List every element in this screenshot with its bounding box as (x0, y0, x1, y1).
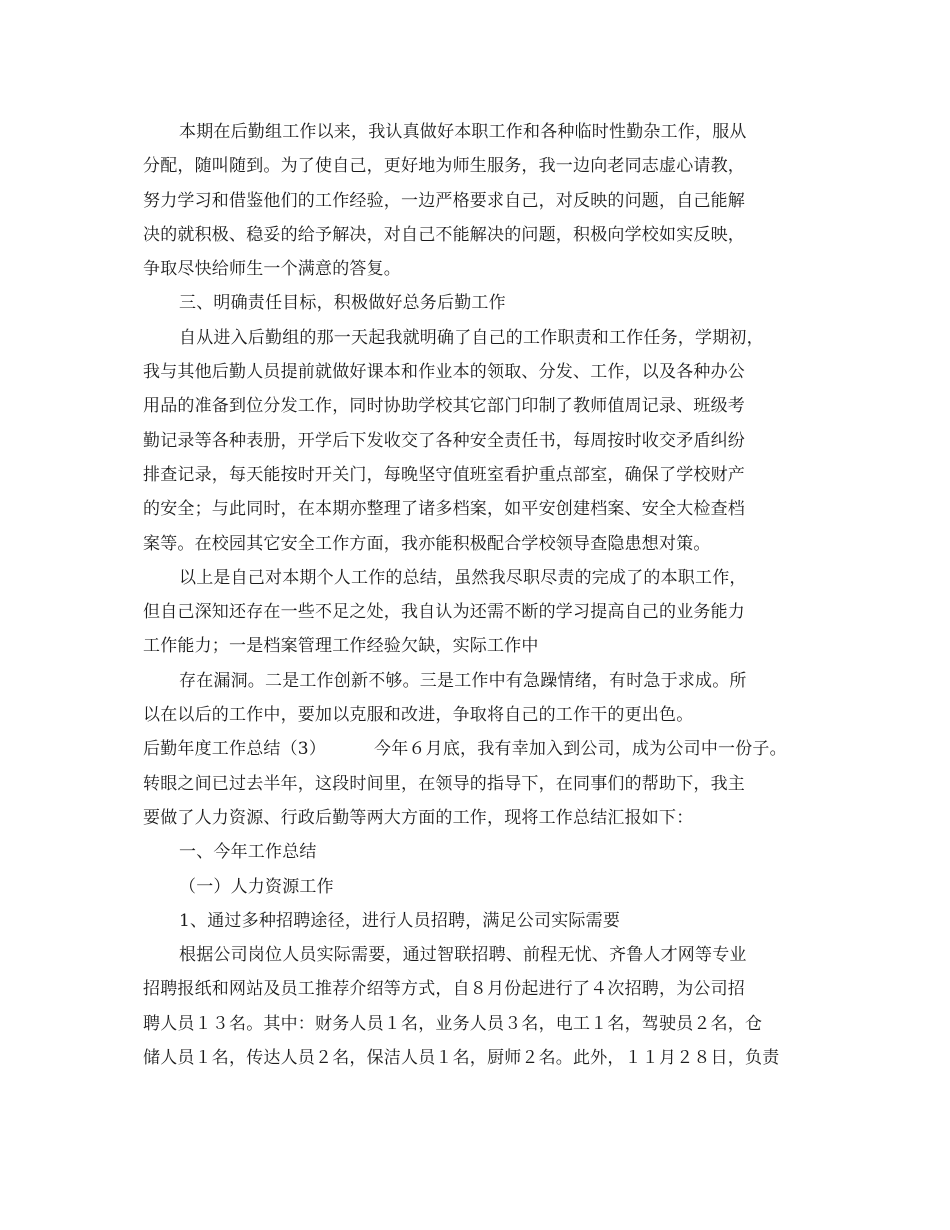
paragraph-line: 分配，随叫随到。为了使自己，更好地为师生服务，我一边向老同志虚心请教， (143, 156, 745, 177)
document-body (143, 115, 823, 1075)
paragraph-line: 用品的准备到位分发工作，同时协助学校其它部门印制了教师值周记录、班级考 (143, 396, 745, 417)
paragraph-line: 决的就积极、稳妥的给予解决，对自己不能解决的问题，积极向学校如实反映， (143, 224, 745, 245)
paragraph-line: 以上是自己对本期个人工作的总结，虽然我尽职尽责的完成了的本职工作， (179, 567, 747, 588)
paragraph-line: 案等。在校园其它安全工作方面，我亦能积极配合学校领导查隐患想对策。 (143, 533, 711, 554)
paragraph-line: 存在漏洞。二是工作创新不够。三是工作中有急躁情绪，有时急于求成。所 (179, 670, 747, 691)
paragraph-line: 我与其他后勤人员提前就做好课本和作业本的领取、分发、工作，以及各种办公 (143, 362, 745, 383)
section-heading: 一、今年工作总结 (179, 842, 317, 863)
section-heading: 三、明确责任目标，积极做好总务后勤工作 (179, 293, 506, 314)
paragraph-line: 要做了人力资源、行政后勤等两大方面的工作，现将工作总结汇报如下： (143, 807, 694, 828)
paragraph-line: 根据公司岗位人员实际需要，通过智联招聘、前程无忧、齐鲁人才网等专业 (179, 945, 747, 966)
paragraph-line: 的安全；与此同时，在本期亦整理了诸多档案，如平安创建档案、安全大检查档 (143, 499, 745, 520)
paragraph-line: 争取尽快给师生一个满意的答复。 (143, 259, 401, 280)
item-heading: 1、通过多种招聘途径，进行人员招聘，满足公司实际需要 (179, 910, 621, 931)
paragraph-line: 储人员１名，传达人员２名，保洁人员１名，厨师２名。此外，１１月２８日，负责 (143, 1048, 780, 1069)
paragraph-line: 工作能力；一是档案管理工作经验欠缺，实际工作中 (143, 636, 539, 657)
paragraph-line: 以在以后的工作中，要加以克服和改进，争取将自己的工作干的更出色。 (143, 705, 694, 726)
paragraph-line: 招聘报纸和网站及员工推荐介绍等方式，自８月份起进行了４次招聘，为公司招 (143, 979, 745, 1000)
summary-title: 后勤年度工作总结（3） (143, 739, 327, 760)
paragraph-line: 本期在后勤组工作以来，我认真做好本职工作和各种临时性勤杂工作，服从 (179, 122, 747, 142)
paragraph-line: 排查记录，每天能按时开关门，每晚坚守值班室看护重点部室，确保了学校财产 (143, 464, 745, 485)
paragraph-line: 勤记录等各种表册，开学后下发收交了各种安全责任书，每周按时收交矛盾纠纷 (143, 430, 745, 451)
subsection-heading: （一）人力资源工作 (179, 876, 334, 897)
paragraph-line: 努力学习和借鉴他们的工作经验，一边严格要求自己，对反映的问题，自己能解 (143, 190, 745, 211)
paragraph-line: 自从进入后勤组的那一天起我就明确了自己的工作职责和工作任务，学期初， (179, 327, 764, 348)
paragraph-line: 转眼之间已过去半年，这段时间里，在领导的指导下，在同事们的帮助下，我主 (143, 773, 745, 794)
paragraph-line: 但自己深知还存在一些不足之处，我自认为还需不断的学习提高自己的业务能力 (143, 602, 745, 623)
paragraph-line: 聘人员１３名。其中：财务人员１名，业务人员３名，电工１名，驾驶员２名，仓 (143, 1013, 763, 1034)
paragraph-text: 今年６月底，我有幸加入到公司，成为公司中一份子。 (374, 739, 787, 760)
summary-title-line (143, 732, 823, 766)
